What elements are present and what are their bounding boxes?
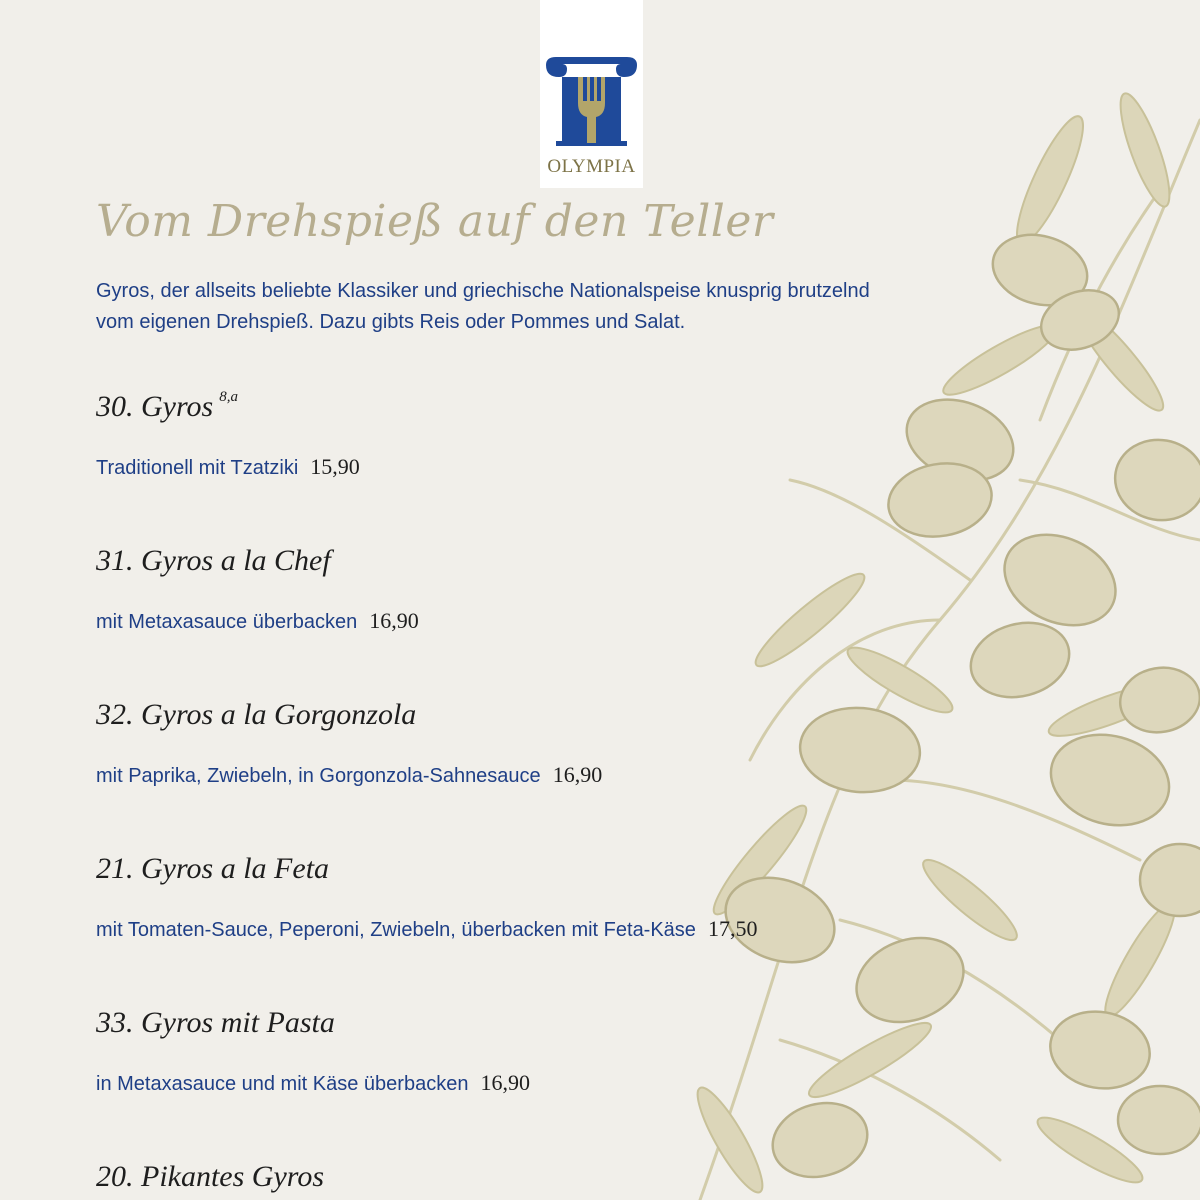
column-fork-icon <box>544 55 639 147</box>
menu-item-price: 17,50 <box>707 916 758 941</box>
allergen-marker: 8,a <box>219 389 238 405</box>
intro-text <box>96 276 896 338</box>
menu-item-name: 32. Gyros a la Gorgonzola <box>96 698 417 731</box>
menu-item-price: 15,90 <box>310 454 360 479</box>
menu-item <box>96 389 360 479</box>
menu-item-price: 16,90 <box>480 1070 530 1095</box>
intro-line: vom eigenen Drehspieß. Dazu gibts Reis oder Pommes und Salat. <box>96 311 686 333</box>
menu-item-name: 31. Gyros a la Chef <box>96 544 331 577</box>
logo <box>540 0 643 188</box>
page-title: Vom Drehspieß auf den Teller <box>96 196 774 247</box>
menu-item-price: 16,90 <box>369 608 419 633</box>
menu-item-description: in Metaxasauce und mit Käse überbacken <box>96 1073 469 1095</box>
menu-item-description: mit Paprika, Zwiebeln, in Gorgonzola-Sahnesauce <box>96 765 541 787</box>
menu-item-name: 20. Pikantes Gyros <box>96 1160 325 1193</box>
logo-text: OLYMPIA <box>547 156 636 177</box>
intro-line: Gyros, der allseits beliebte Klassiker und griechische Nationalspeise knusprig brutzelnd <box>96 280 870 302</box>
menu-item <box>96 544 419 633</box>
menu-item-description: Traditionell mit Tzatziki <box>96 457 299 479</box>
menu-item-name: 30. Gyros <box>96 390 214 423</box>
menu-item-description: mit Metaxasauce überbacken <box>96 611 358 633</box>
menu-item-price: 16,90 <box>552 762 603 787</box>
menu-item-description: mit Tomaten-Sauce, Peperoni, Zwiebeln, überbacken mit Feta-Käse <box>96 919 696 941</box>
menu-item-name: 33. Gyros mit Pasta <box>96 1006 335 1039</box>
menu-item <box>96 852 758 941</box>
menu-item <box>96 1160 324 1194</box>
menu-item <box>96 1006 530 1095</box>
menu-item-name: 21. Gyros a la Feta <box>96 852 330 885</box>
menu-item <box>96 698 603 787</box>
